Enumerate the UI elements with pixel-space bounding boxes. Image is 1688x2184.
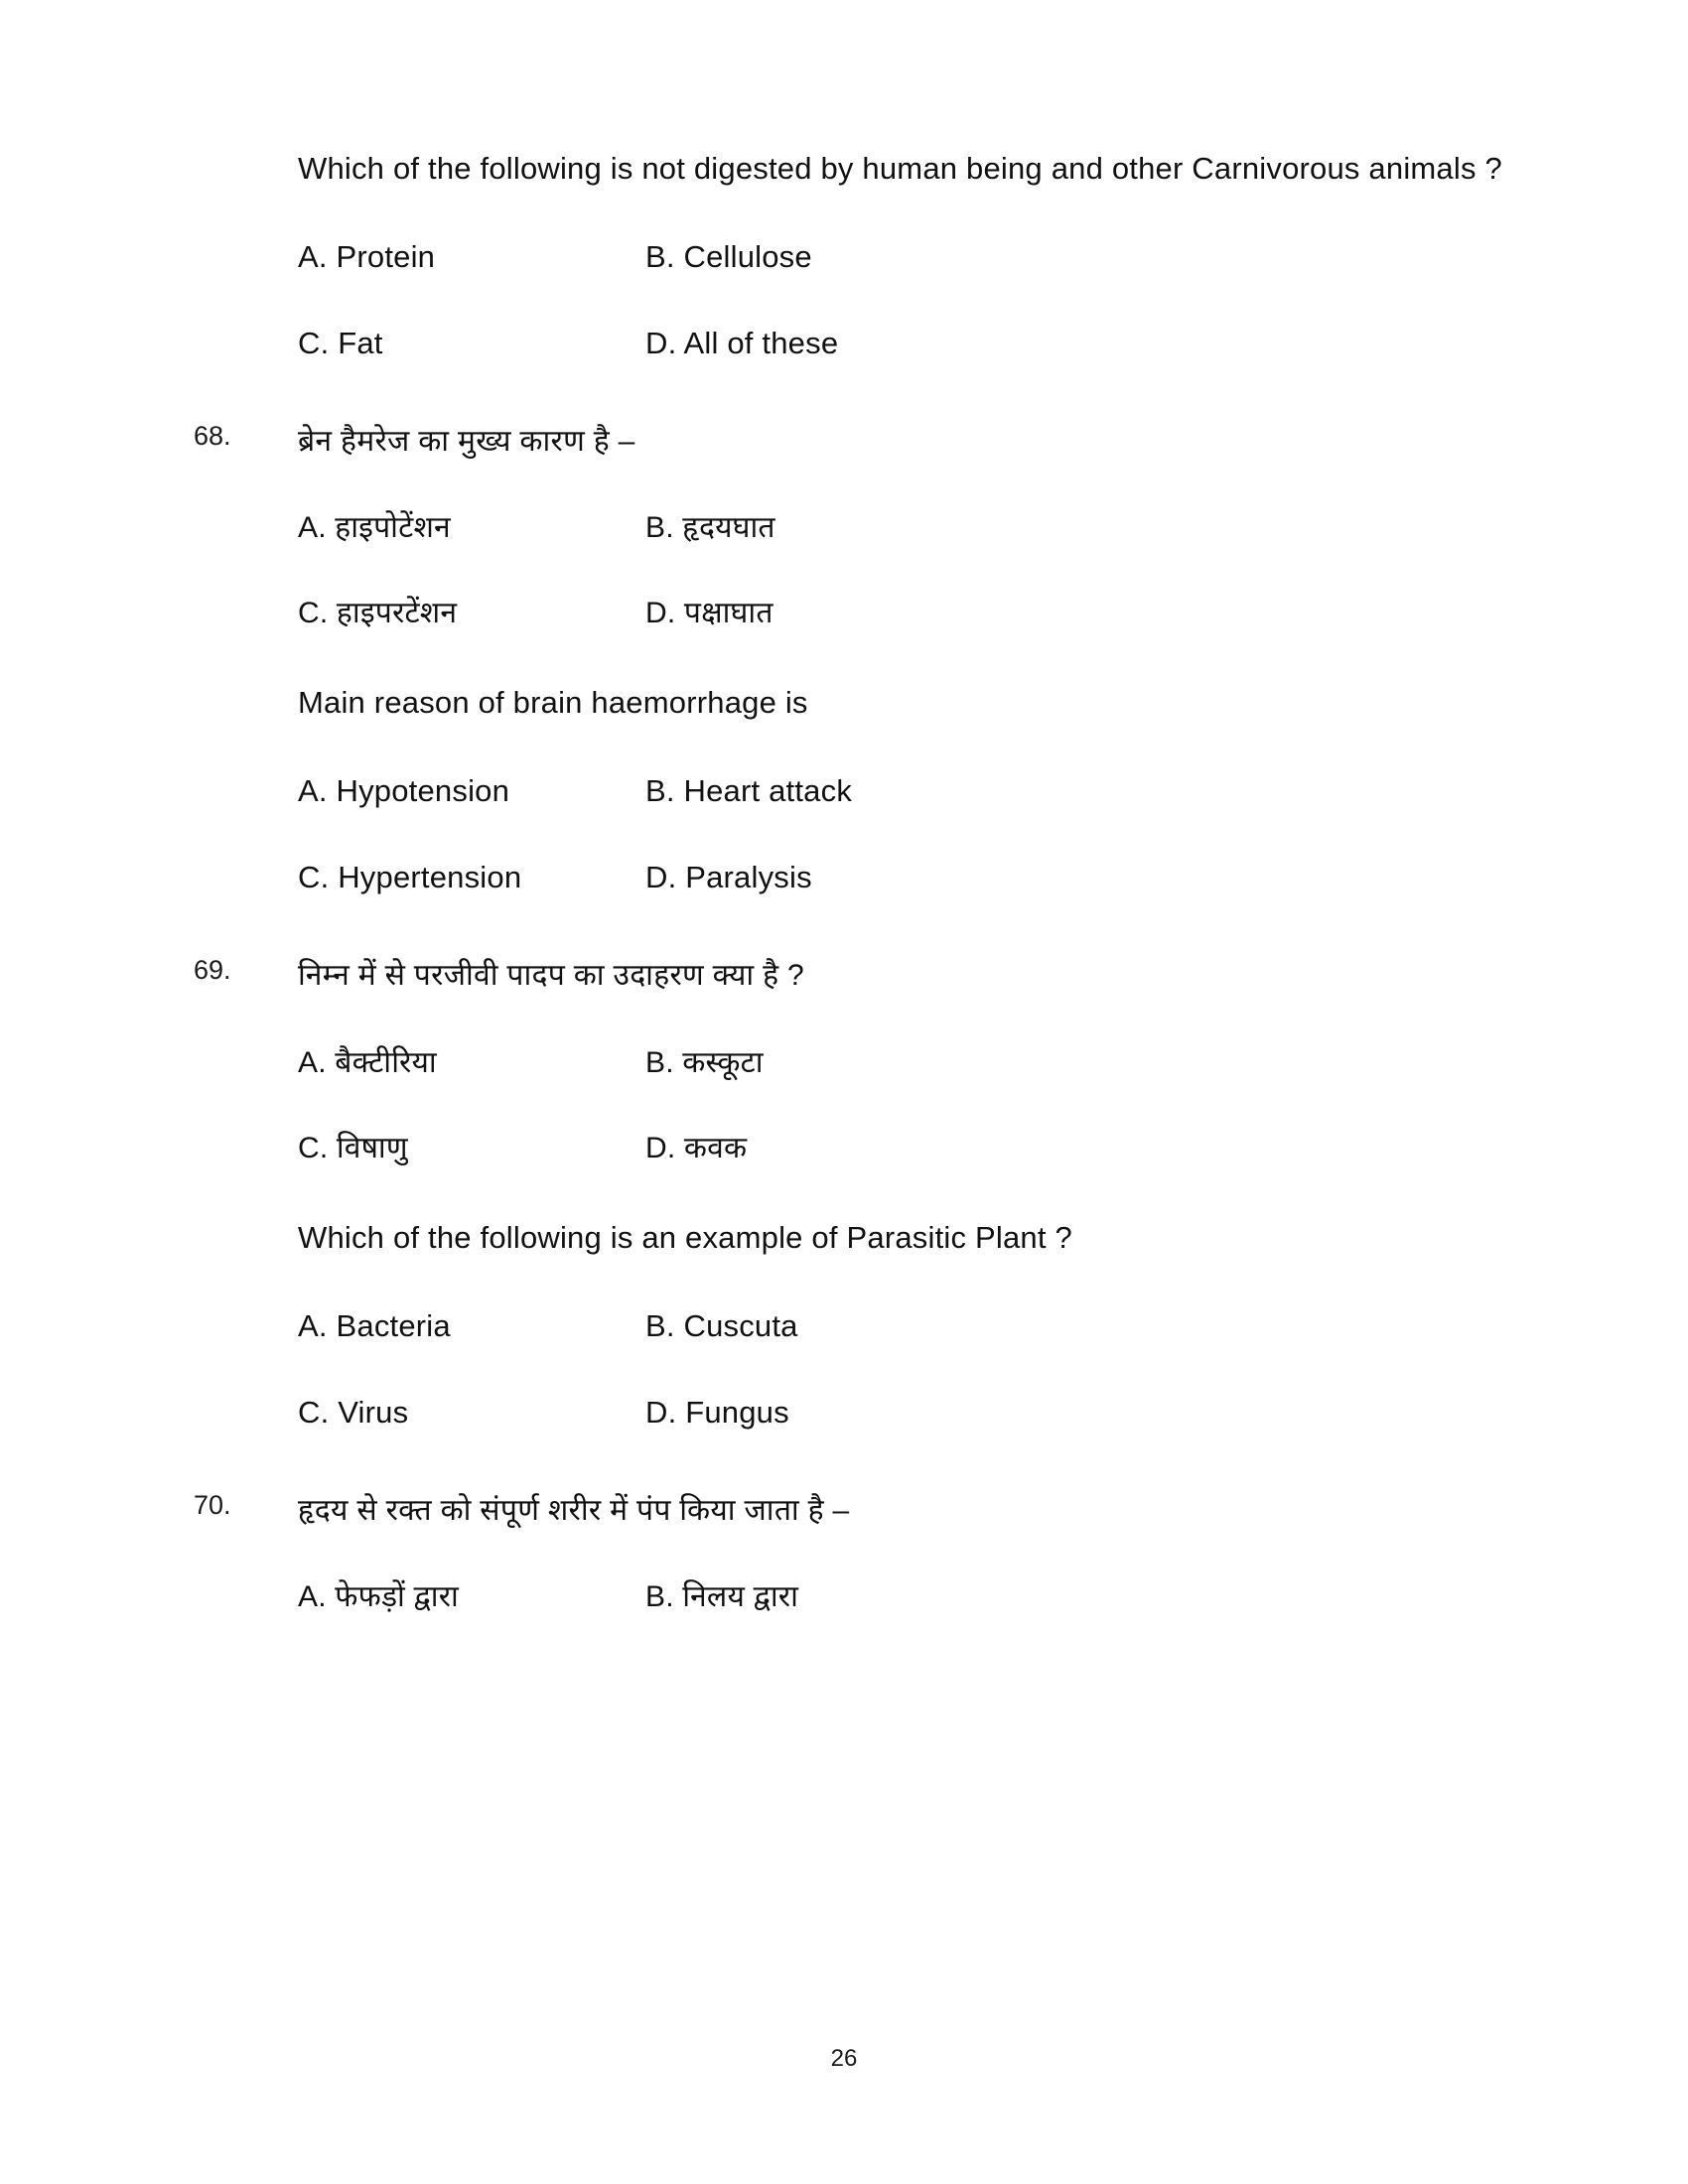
option-row [298,1045,1509,1081]
option-b[interactable]: B. Cuscuta [645,1307,798,1343]
option-a[interactable]: A. बैक्टीरिया [298,1045,437,1079]
option-b[interactable]: B. कस्कूटा [645,1045,764,1079]
option-a[interactable]: A. Protein [298,238,436,274]
option-row [298,238,1509,275]
option-group-hindi [298,1579,1509,1615]
option-group-hindi [298,1045,1509,1166]
option-c[interactable]: C. Hypertension [298,860,522,895]
option-d[interactable]: D. Fungus [645,1394,789,1430]
option-group [298,238,1509,361]
option-row [298,1579,1509,1615]
option-c[interactable]: C. विषाणु [298,1131,408,1164]
question-block-69 [194,955,1509,1430]
option-group-hindi [298,510,1509,631]
option-d[interactable]: D. पक्षाघात [645,597,774,630]
question-number: 70. [194,1489,231,1520]
option-c[interactable]: C. हाइपरटेंशन [298,597,458,630]
question-stem-hindi: ब्रेन हैमरेज का मुख्य कारण है – [298,425,635,459]
option-b[interactable]: B. Heart attack [645,773,853,809]
option-a[interactable]: A. फेफड़ों द्वारा [298,1580,459,1614]
option-c[interactable]: C. Virus [298,1394,409,1430]
question-block-70 [194,1489,1509,1615]
option-row [298,1131,1509,1166]
option-row [298,596,1509,631]
option-d[interactable]: D. All of these [645,325,839,360]
option-row [298,510,1509,546]
question-stem: Which of the following is not digested by human being and other Carnivorous animals ? [298,151,1502,186]
option-c[interactable]: C. Fat [298,325,383,360]
question-stem-english: Which of the following is an example of Parasitic Plant ? [298,1219,1072,1255]
question-block-68 [194,421,1509,895]
option-d[interactable]: D. Paralysis [645,860,812,895]
option-a[interactable]: A. Bacteria [298,1307,451,1343]
page-number: 26 [830,2045,858,2072]
question-number: 68. [194,421,231,452]
option-d[interactable]: D. कवक [645,1131,748,1164]
option-group-english [298,772,1509,895]
option-row [298,1307,1509,1344]
option-row [298,325,1509,361]
option-a[interactable]: A. हाइपोटेंशन [298,511,451,545]
option-b[interactable]: B. Cellulose [645,238,812,274]
option-b[interactable]: B. निलय द्वारा [645,1580,799,1614]
option-row [298,859,1509,895]
question-block-carry-over [298,149,1509,361]
option-group-english [298,1307,1509,1431]
option-a[interactable]: A. Hypotension [298,773,510,809]
question-stem-hindi: हृदय से रक्त को संपूर्ण शरीर में पंप किया जाता है – [298,1493,850,1527]
option-row [298,1394,1509,1431]
option-b[interactable]: B. हृदयघात [645,511,775,545]
option-row [298,772,1509,809]
question-number: 69. [194,955,231,986]
question-stem-english: Main reason of brain haemorrhage is [298,685,808,721]
question-stem-hindi: निम्न में से परजीवी पादप का उदाहरण क्या है ? [298,959,804,993]
